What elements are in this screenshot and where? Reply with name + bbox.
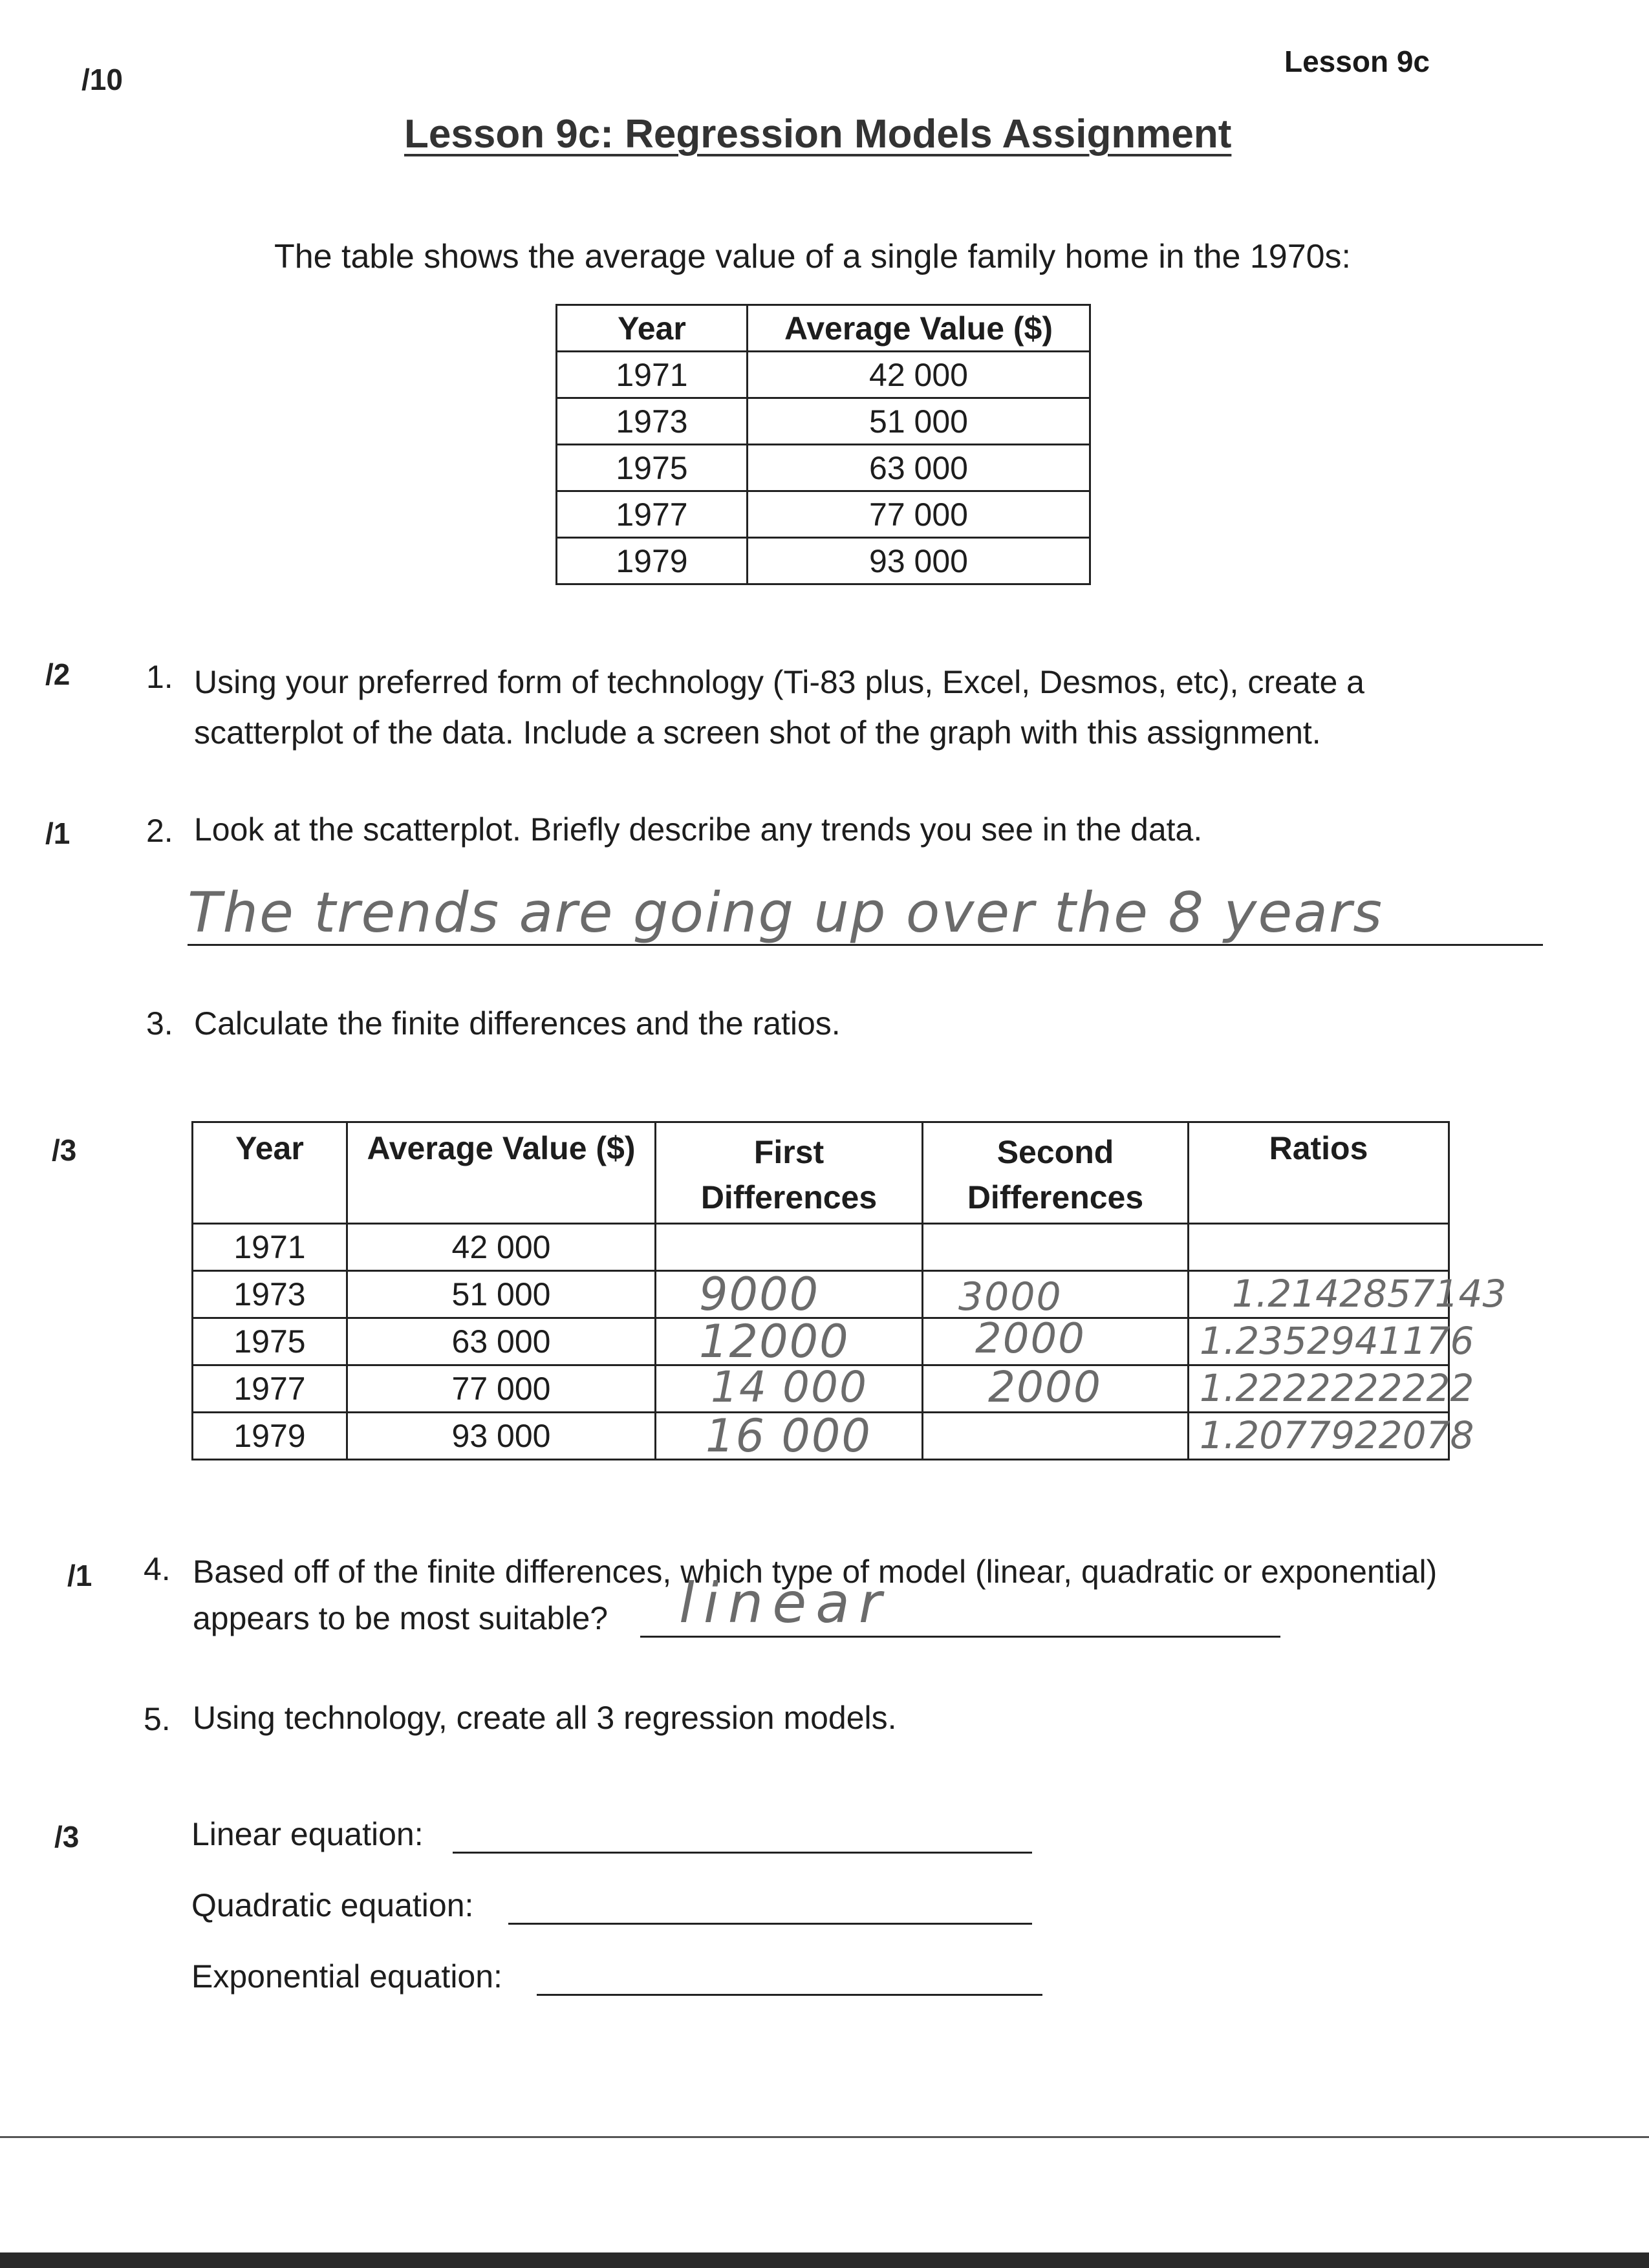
cell-year: 1977 xyxy=(193,1365,347,1413)
table-row xyxy=(557,491,1090,538)
q3-number: 3. xyxy=(146,1005,173,1042)
table-header-row xyxy=(193,1122,1449,1224)
cell-first-diff: 9000 xyxy=(656,1271,923,1318)
cell-value: 77 000 xyxy=(748,491,1090,538)
cell-second-diff: 2000 xyxy=(923,1365,1189,1413)
cell-year: 1973 xyxy=(193,1271,347,1318)
table-row xyxy=(557,445,1090,491)
cell-year: 1975 xyxy=(557,445,748,491)
cell-second-diff xyxy=(923,1224,1189,1271)
q2-handwritten-answer: The trends are going up over the 8 years xyxy=(188,881,1384,945)
quadratic-equation-line[interactable] xyxy=(508,1923,1032,1925)
q3-text: Calculate the finite differences and the ratios. xyxy=(194,1005,841,1042)
q2-answer-line xyxy=(188,944,1543,946)
cell-first-diff xyxy=(656,1224,923,1271)
page-bottom-rule xyxy=(0,2136,1649,2138)
total-score: /10 xyxy=(81,63,123,96)
q2-text: Look at the scatterplot. Briefly describe any trends you see in the data. xyxy=(194,811,1203,848)
q2-number: 2. xyxy=(146,813,173,849)
q4-text-line1: Based off of the finite differences, which type of model (linear, quadratic or exponential) xyxy=(193,1554,1438,1590)
cell-value: 42 000 xyxy=(347,1224,656,1271)
q3-score: /3 xyxy=(52,1133,77,1167)
header-first-differences: First Differences xyxy=(656,1122,923,1224)
table-row xyxy=(193,1271,1449,1318)
cell-second-diff: 2000 xyxy=(923,1318,1189,1365)
q1-score: /2 xyxy=(45,658,70,691)
exponential-equation-label: Exponential equation: xyxy=(191,1958,502,1995)
header-ratios: Ratios xyxy=(1189,1122,1449,1224)
cell-year: 1973 xyxy=(557,398,748,445)
cell-value: 42 000 xyxy=(748,352,1090,398)
q4-text-line2: appears to be most suitable? xyxy=(193,1600,609,1636)
header-avg-value: Average Value ($) xyxy=(347,1122,656,1224)
cell-first-diff: 16 000 xyxy=(656,1413,923,1460)
cell-year: 1975 xyxy=(193,1318,347,1365)
cell-value: 77 000 xyxy=(347,1365,656,1413)
cell-year: 1971 xyxy=(193,1224,347,1271)
q5-score: /3 xyxy=(54,1820,80,1854)
page-title: Lesson 9c: Regression Models Assignment xyxy=(404,112,1232,156)
q4-score: /1 xyxy=(67,1559,92,1592)
table-row xyxy=(193,1224,1449,1271)
cell-value: 93 000 xyxy=(347,1413,656,1460)
cell-value: 51 000 xyxy=(347,1271,656,1318)
cell-second-diff xyxy=(923,1413,1189,1460)
q1-number: 1. xyxy=(146,659,173,695)
table-row xyxy=(557,398,1090,445)
q4-handwritten-answer: linear xyxy=(679,1571,891,1636)
exponential-equation-line[interactable] xyxy=(537,1994,1042,1996)
quadratic-equation-label: Quadratic equation: xyxy=(191,1887,474,1923)
header-second-differences: Second Differences xyxy=(923,1122,1189,1224)
cell-ratio xyxy=(1189,1224,1449,1271)
cell-ratio: 1.2352941176 xyxy=(1189,1318,1449,1365)
cell-year: 1977 xyxy=(557,491,748,538)
cell-value: 63 000 xyxy=(347,1318,656,1365)
cell-first-diff: 14 000 xyxy=(656,1365,923,1413)
cell-second-diff: 3000 xyxy=(923,1271,1189,1318)
q5-text: Using technology, create all 3 regression models. xyxy=(193,1700,897,1736)
cell-year: 1971 xyxy=(557,352,748,398)
cell-year: 1979 xyxy=(557,538,748,584)
cell-ratio: 1.2142857143 xyxy=(1189,1271,1449,1318)
intro-text: The table shows the average value of a single family home in the 1970s: xyxy=(274,238,1351,275)
linear-equation-line[interactable] xyxy=(453,1852,1032,1854)
cell-first-diff: 12000 xyxy=(656,1318,923,1365)
linear-equation-label: Linear equation: xyxy=(191,1816,424,1852)
page-bottom-scan-edge xyxy=(0,2252,1649,2268)
q4-answer-line xyxy=(640,1636,1280,1638)
q4-number: 4. xyxy=(144,1551,171,1587)
home-value-table xyxy=(555,304,1091,585)
finite-differences-table xyxy=(191,1121,1507,1462)
header-avg-value: Average Value ($) xyxy=(748,305,1090,352)
cell-ratio: 1.2077922078 xyxy=(1189,1413,1449,1460)
q1-text-line2: scatterplot of the data. Include a screen shot of the graph with this assignment. xyxy=(194,714,1321,751)
table-header-row xyxy=(557,305,1090,352)
table-row xyxy=(193,1365,1449,1413)
q2-score: /1 xyxy=(45,817,70,850)
cell-value: 63 000 xyxy=(748,445,1090,491)
cell-value: 93 000 xyxy=(748,538,1090,584)
table-row xyxy=(193,1413,1449,1460)
header-year: Year xyxy=(557,305,748,352)
cell-value: 51 000 xyxy=(748,398,1090,445)
cell-ratio: 1.2222222222 xyxy=(1189,1365,1449,1413)
lesson-tag: Lesson 9c xyxy=(1284,45,1430,78)
header-year: Year xyxy=(193,1122,347,1224)
table-row xyxy=(557,538,1090,584)
q1-text-line1: Using your preferred form of technology (Ti-83 plus, Excel, Desmos, etc), create a xyxy=(194,664,1364,700)
table-row xyxy=(557,352,1090,398)
q5-number: 5. xyxy=(144,1701,171,1737)
cell-year: 1979 xyxy=(193,1413,347,1460)
table-row xyxy=(193,1318,1449,1365)
